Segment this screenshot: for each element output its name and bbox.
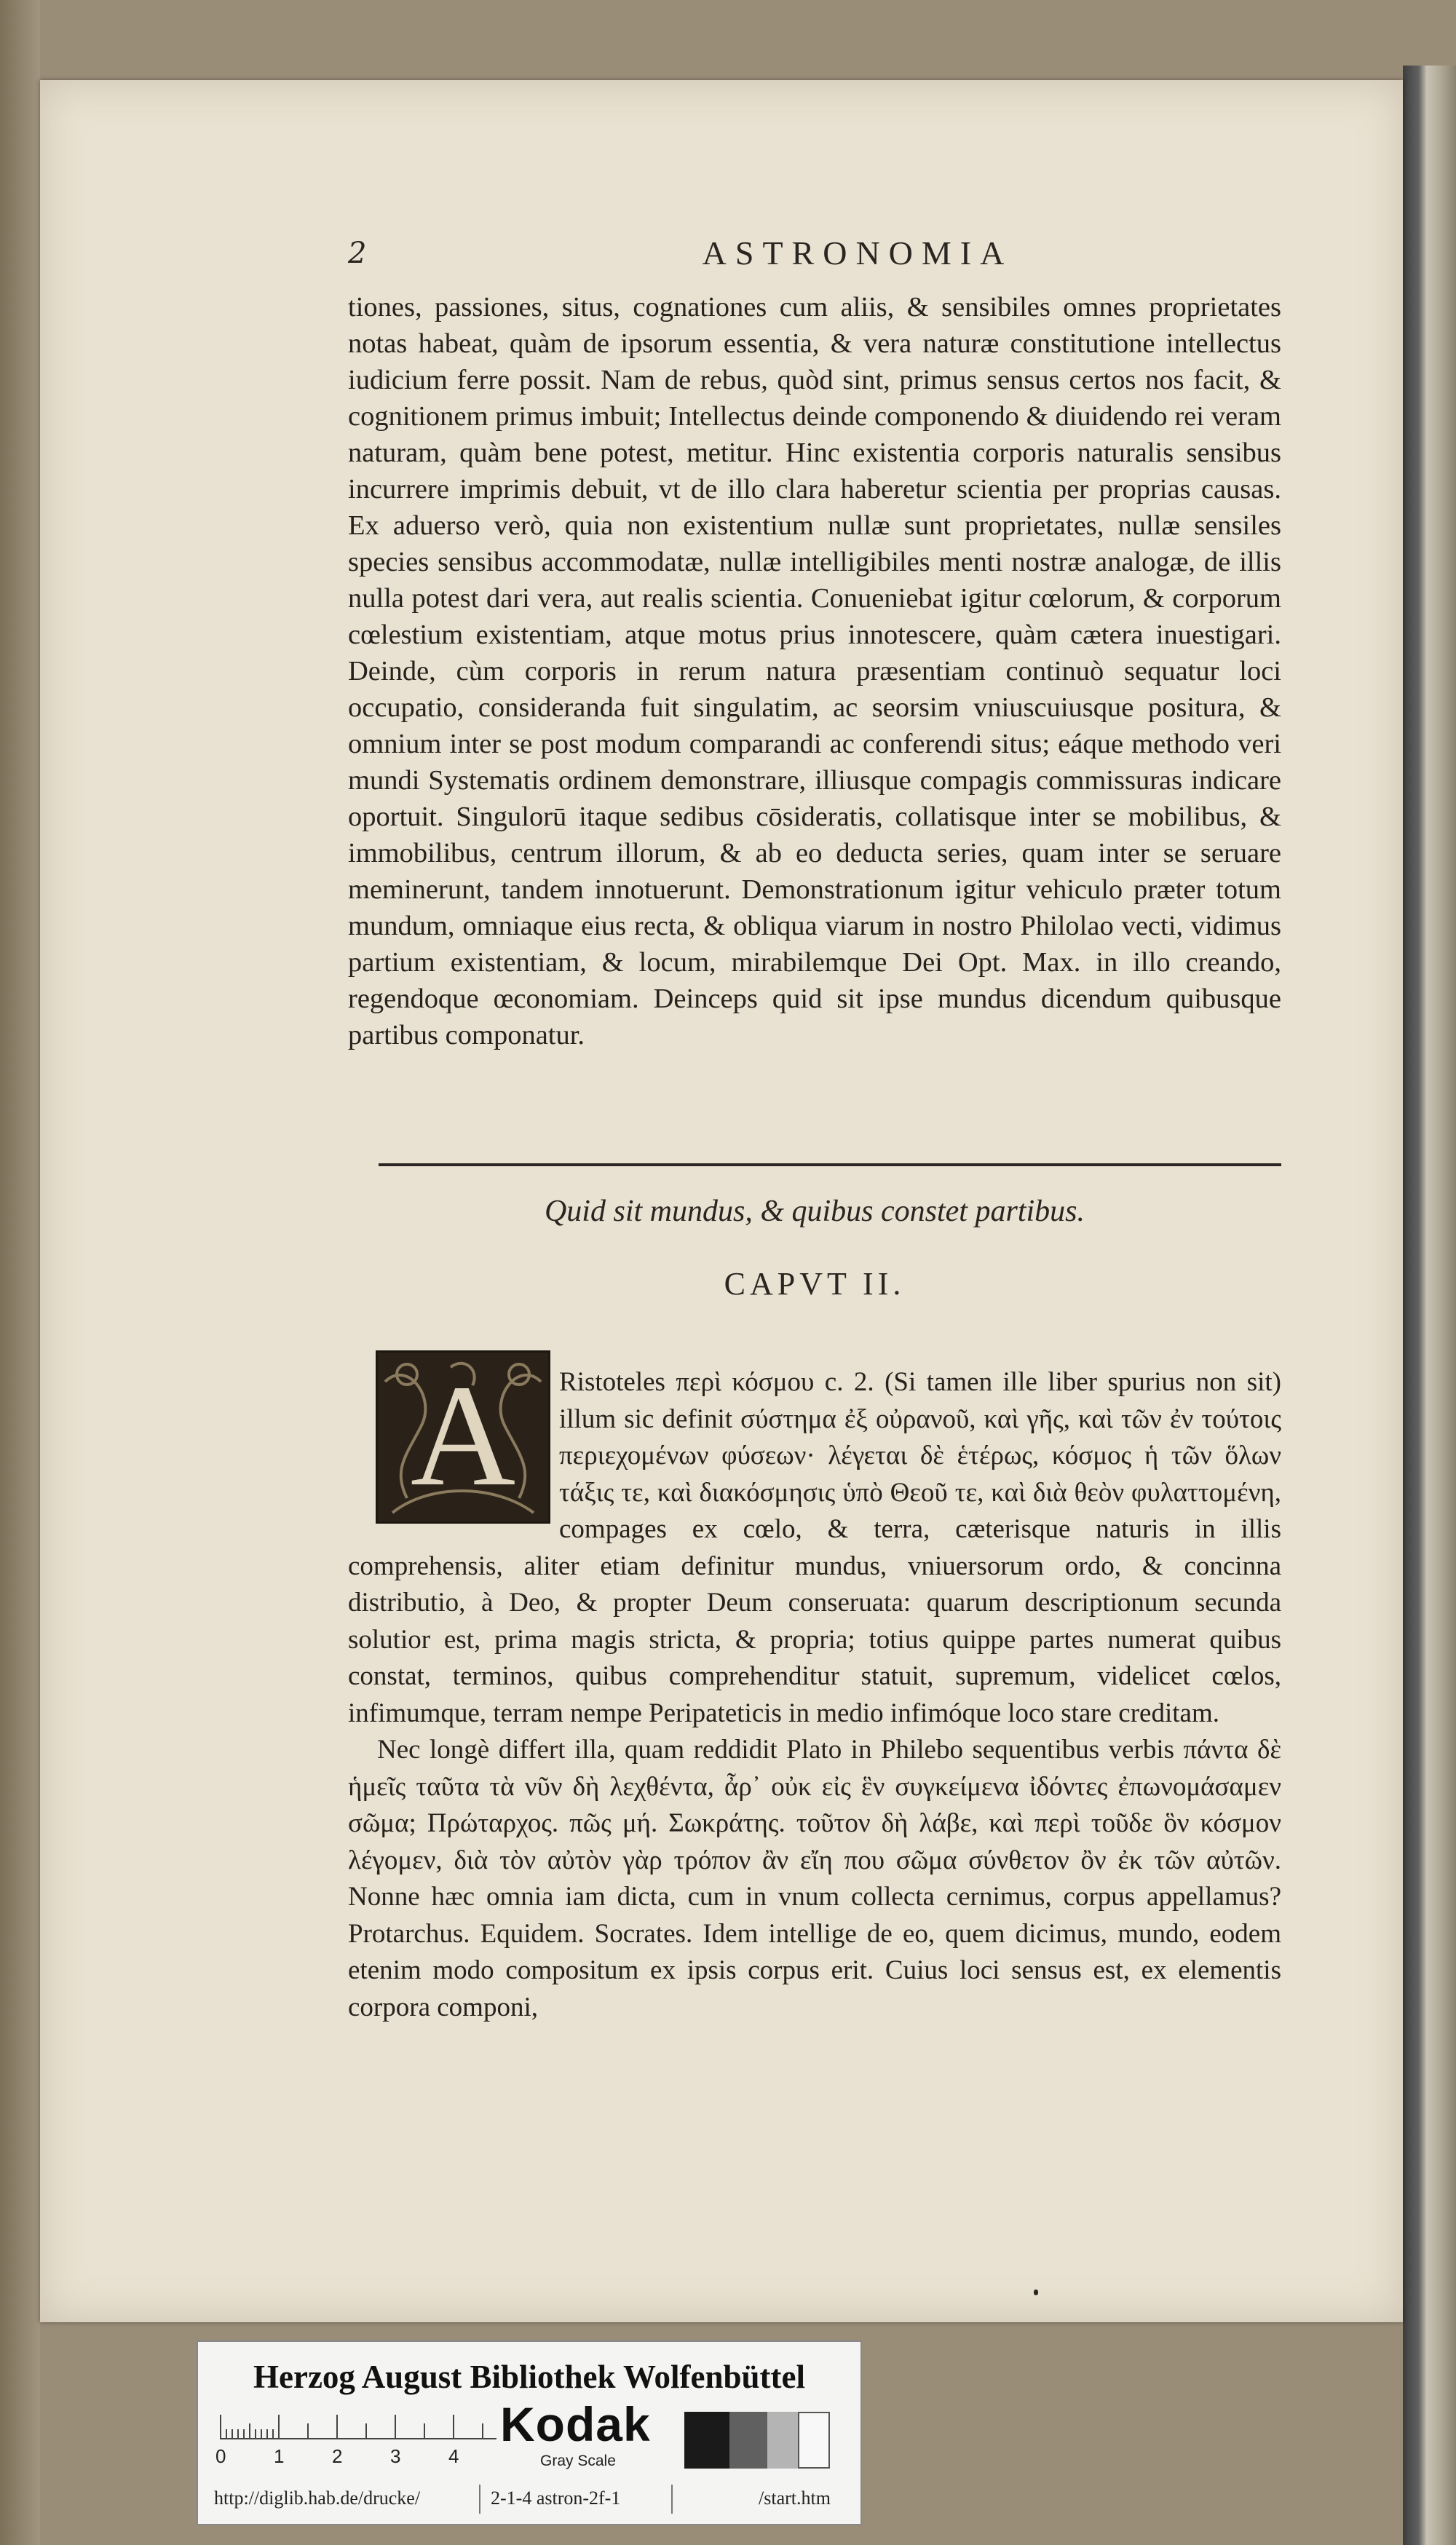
url-prefix: http://diglib.hab.de/drucke/	[214, 2487, 421, 2509]
ruler-tick	[272, 2429, 274, 2439]
ruler-number: 0	[215, 2445, 226, 2467]
ruler-tick	[243, 2429, 245, 2439]
ruler-tick	[232, 2429, 233, 2439]
ruler-tick	[336, 2415, 338, 2439]
ruler-tick	[220, 2415, 221, 2439]
ruler-tick	[255, 2429, 256, 2439]
color-target-card	[197, 2340, 862, 2525]
ruler-tick	[307, 2423, 309, 2439]
library-title: Herzog August Bibliothek Wolfenbüttel	[253, 2359, 805, 2395]
url-separator	[479, 2485, 480, 2514]
kodak-logo: Kodak	[500, 2397, 651, 2451]
ruler-tick	[237, 2429, 239, 2439]
ruler-tick	[249, 2423, 250, 2439]
gray-swatch-light	[767, 2412, 798, 2469]
gray-swatch-dark	[729, 2412, 767, 2469]
ruler-number: 3	[390, 2445, 401, 2467]
ruler	[211, 2407, 499, 2480]
page-speck	[1034, 2289, 1038, 2295]
ruler-tick	[278, 2415, 280, 2439]
url-separator	[671, 2485, 673, 2514]
decorated-initial	[376, 1350, 550, 1524]
body-paragraph: tiones, passiones, situs, cognationes cum aliis, & sensibiles omnes proprietates notas habeat, quàm de ipsorum essentia, & vera naturæ constitutione intellectus iudicium ferre possit. Nam de rebus, quòd sint, primus sensus certos nos facit, & cognitionem primus imbuit; Intellectus deinde componendo & diuidendo rei veram naturam, quàm bene potest, metitur. Hinc existentia corporis naturalis sensibus incurrere imprimis debuit, vt de illo clara haberetur scientia per proprias causas. Ex aduerso verò, quia non existentium nullæ sunt proprietates, nullæ sensiles species sensibus accommodatæ, nullæ intelligibiles menti nostræ analogæ, de illis nulla potest dari vera, aut realis scientia. Conueniebat igitur cœlorum, & corporum cœlestium existentiam, atque motus prius innotescere, quàm cætera inuestigari. Deinde, cùm corporis in rerum natura præsentiam continuò sequatur loci occupatio, considerandа fuit singulatim, ac seorsim vniuscuiusque positura, & omnium inter se post modum comparandi ac conferendi situs; eáque methodo veri mundi Systematis ordinem demonstrare, illiusque compagis commissuras indicare oportuit. Singulorū itaque sedibus cōsideratis, collatisque inter se mobilibus, & immobilibus, centrum illorum, & ab eo deducta series, quam inter se seruare meminerunt, tandem innotuerunt. Demonstrationum igitur vehiculo præter totum mundum, omniaque eius recta, & obliqua viarum in nostro Philolao vecti, vidimus partium existentiam, & locum, mirabilemque Dei Opt. Max. in illo creando, regendoque œconomiam. Deinceps quid sit ipse mundus dicendum quibusque partibus componatur.	[348, 292, 1281, 1050]
ruler-number: 2	[332, 2445, 343, 2467]
chapter-paragraph-1: Ristoteles περὶ κόσμου c. 2. (Si tamen ille liber spurius non sit) illum sic definit σύστημα ἐξ οὐρανοῦ, καὶ γῆς, καὶ τῶν ἐν τούτοις περιεχομένων φύσεων· λέγεται δὲ ἑτέρως, κόσμος ἡ τῶν ὅλων τάξις τε, καὶ διακόσμησις ὑπὸ Θεοῦ τε, καὶ διὰ θεὸν φυλαττομένη, compages ex cœlo, & terra, cæterisque naturis in illis comprehensis, aliter etiam definitur mundus, vniuersorum ordo, & concinna distributio, à Deo, & propter Deum conseruata: quarum descriptionum secunda solutior est, prima magis stricta, & propria; totius quippe partes numerat quibus constat, terminos, quibus comprehenditur statuit, supremum, videlicet cœlos, infimumque, terram nempe Peripateticis in medio infimóque loco stare creditam.	[348, 1367, 1281, 1728]
ruler-tick	[453, 2415, 454, 2439]
scan-right-edge	[1403, 66, 1456, 2545]
chapter-title: CAPVT II.	[724, 1266, 906, 1302]
initial-letter: A	[410, 1355, 516, 1516]
chapter-subtitle: Quid sit mundus, & quibus constet partibus.	[544, 1195, 1085, 1228]
page-number: 2	[348, 237, 367, 270]
ruler-tick	[266, 2429, 268, 2439]
gray-swatch-white	[798, 2412, 830, 2469]
ruler-number: 4	[448, 2445, 459, 2467]
ruler-tick	[424, 2423, 425, 2439]
ruler-tick	[226, 2429, 227, 2439]
ruler-tick	[365, 2423, 367, 2439]
ruler-tick	[261, 2429, 262, 2439]
url-suffix: /start.htm	[759, 2487, 831, 2509]
section-divider	[379, 1163, 1281, 1166]
running-title: ASTRONOMIA	[702, 234, 1013, 272]
ruler-tick	[395, 2415, 396, 2439]
ruler-number: 1	[274, 2445, 285, 2467]
chapter-paragraph-2: Nec longè differt illa, quam reddidit Plato in Philebo sequentibus verbis πάντα δὲ ἡμεῖς ταῦτα τὰ νῦν δὴ λεχθέντα, ἆρ᾽ οὐκ εἰς ἓν συγκείμενα ἰδόντες ἐπωνομάσαμεν σῶμα; Πρώταρχος. πῶς μή. Σωκράτης. τοῦτον δὴ λάβε, καὶ περὶ τοῦδε ὃν κόσμον λέγομεν, διὰ τὸν αὐτὸν γὰρ τρόπον ἂν εἴη που σῶμα σύνθετον ὂν ἐκ τῶν αὐτῶν. Nonne hæc omnia iam dicta, cum in vnum collecta cernimus, corpus appellamus? Protarchus. Equidem. Socrates. Idem intellige de eo, quem dicimus, mundo, eodem etenim modo compositum ex ipsis corpus erit. Cuius loci sensus est, ex elementis corpora componi,	[348, 1735, 1281, 2022]
scan-left-edge	[0, 0, 40, 2545]
gray-scale-label: Gray Scale	[540, 2453, 616, 2469]
gray-swatch-black	[684, 2412, 729, 2469]
page-header	[348, 234, 1280, 280]
ruler-tick	[482, 2423, 483, 2439]
url-document-id: 2-1-4 astron-2f-1	[491, 2487, 621, 2509]
